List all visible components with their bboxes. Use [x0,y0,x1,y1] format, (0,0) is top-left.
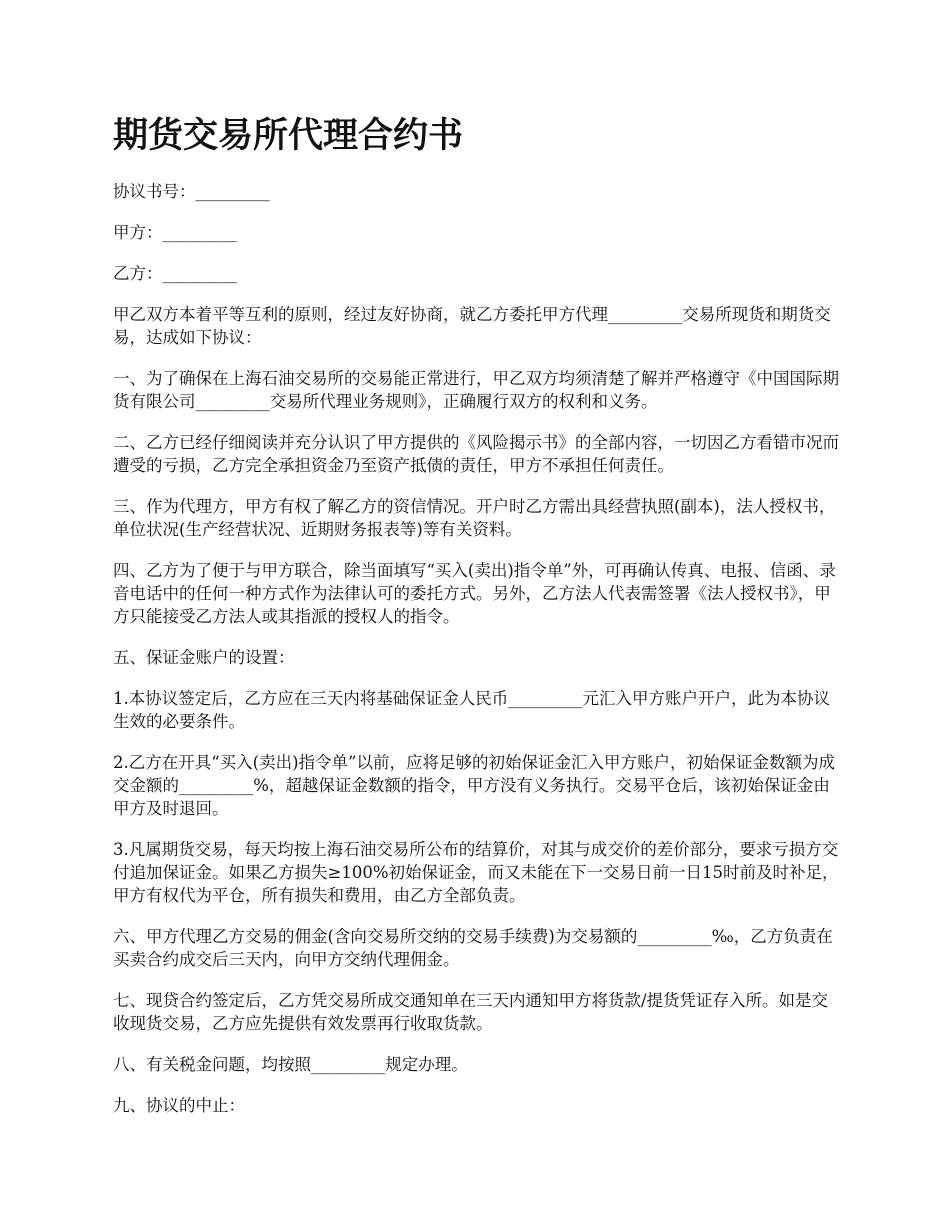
clause-5-item-3: 3.凡属期货交易，每天均按上海石油交易所公布的结算价，对其与成交价的差价部分，要求亏损方交付追加保证金。如果乙方损失≥100%初始保证金，而又未能在下一交易日前一日15时前及时补足，甲方有权代为平仓，所有损失和费用，由乙方全部负责。 [113,840,839,905]
clause-6: 六、甲方代理乙方交易的佣金(含向交易所交纳的交易手续费)为交易额的_________‰，乙方负责在买卖合约成交后三天内，向甲方交纳代理佣金。 [113,927,833,969]
clause-5-item-2: 2.乙方在开具“买入(卖出)指令单”以前，应将足够的初始保证金汇入甲方账户，初始保证金数额为成交金额的_________%，超越保证金数额的指令，甲方没有义务执行。交易平仓后，该初始保证金由甲方及时退回。 [113,753,835,818]
clause-3: 三、作为代理方，甲方有权了解乙方的资信情况。开户时乙方需出具经营执照(副本)，法人授权书，单位状况(生产经营状况、近期财务报表等)等有关资料。 [113,497,836,539]
clause-4: 四、乙方为了便于与甲方联合，除当面填写“买入(卖出)指令单”外，可再确认传真、电报、信函、录音电话中的任何一种方式作为法律认可的委托方式。另外，乙方法人代表需签署《法人授权书》，甲方只能接受乙方法人或其指派的授权人的指令。 [113,561,836,626]
clause-5-item-1: 1.本协议签定后，乙方应在三天内将基础保证金人民币_________元汇入甲方账户开户，此为本协议生效的必要条件。 [113,689,830,731]
agreement-number-line: 协议书号：_________ [113,182,270,201]
clause-9-heading: 九、协议的中止： [113,1096,245,1115]
preamble-paragraph: 甲乙双方本着平等互利的原则，经过友好协商，就乙方委托甲方代理_________交易所现货和期货交易，达成如下协议： [113,305,831,347]
clause-1: 一、为了确保在上海石油交易所的交易能正常进行，甲乙双方均须清楚了解并严格遵守《中国国际期货有限公司_________交易所代理业务规则》，正确履行双方的权利和义务。 [113,369,839,411]
clause-8: 八、有关税金问题，均按照_________规定办理。 [113,1055,468,1074]
party-a-line: 甲方：_________ [113,223,237,242]
document-page [113,112,843,1135]
party-b-line: 乙方：_________ [113,264,237,283]
clause-2: 二、乙方已经仔细阅读并充分认识了甲方提供的《风险揭示书》的全部内容，一切因乙方看错市况而遭受的亏损，乙方完全承担资金乃至资产抵债的责任，甲方不承担任何责任。 [113,433,839,475]
clause-7: 七、现贷合约签定后，乙方凭交易所成交通知单在三天内通知甲方将货款/提货凭证存入所。如是交收现货交易，乙方应先提供有效发票再行收取货款。 [113,991,829,1033]
clause-5-heading: 五、保证金账户的设置： [113,648,295,667]
document-title: 期货交易所代理合约书 [113,116,464,156]
